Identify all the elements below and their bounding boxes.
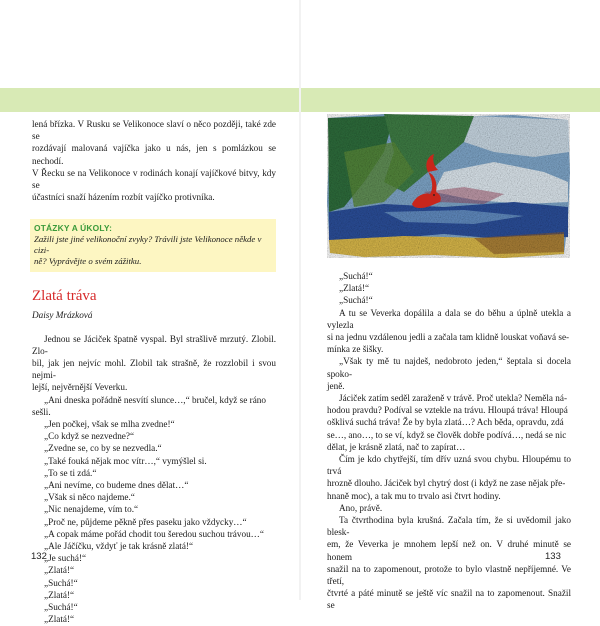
story-title: Zlatá tráva [32, 288, 97, 305]
paragraph-line: ošklivá suchá tráva! Že by byla zlatá…? Ach běda, opravdu, zdá [327, 417, 564, 428]
dialogue-line: „To se ti zdá.“ [44, 467, 97, 478]
dialogue-line: „Suchá!“ [339, 295, 373, 306]
book-gutter [299, 0, 301, 600]
right-paragraph [327, 355, 571, 392]
questions-text [34, 234, 270, 267]
right-paragraph [327, 502, 571, 514]
right-top-dialogue [327, 270, 571, 307]
right-paragraph [327, 453, 571, 502]
right-paragraph [327, 514, 571, 612]
paragraph-line: A tu se Veverka dopálila a dala se do běhu a úplně utekla a vylezla [327, 307, 571, 330]
intro-line: rozdávají malovaná vajíčka jako u nás, jen s pomlázkou se nechodí. [32, 143, 276, 166]
header-band-left [0, 88, 299, 112]
right-paragraph [327, 307, 571, 356]
dialogue-line: „Proč ne, půjdeme pěkně přes paseku jako vždycky…“ [44, 516, 247, 527]
dialogue-line: „Je suchá!“ [44, 553, 87, 564]
paragraph-line: si na jednu vzdálenou jedli a začala tam klidně louskat voňavá se- [327, 332, 570, 343]
dialogue-line: „Ale Jáčíčku, vždyť je tak krásně zlatá!“ [44, 541, 194, 552]
intro-text [32, 118, 276, 203]
paragraph-line: Ta čtvrthodina byla krušná. Začala tím, že si uvědomil jako blesk- [327, 515, 571, 538]
paragraph-line: dělat, je krásně zlatá, nač to zapírat… [327, 441, 466, 452]
paragraph-line: „Však ty mě tu najdeš, nedobroto jeden,“ šeptala si docela spoko- [327, 356, 571, 379]
paragraph-line: em, že Veverka je mnohem lepší než on. V druhé minutě se honem [327, 539, 571, 562]
paragraph-line: mínka ze šišky. [327, 344, 384, 355]
dialogue-line: „Suchá!“ [339, 271, 373, 281]
paragraph-line: se…, ano…, to se ví, když se člověk dobře podívá…, nedá se nic [327, 429, 567, 440]
paragraph-line: hrozně dlouho. Jáciček byl chytrý dost (i když ne zase nějak pře- [327, 478, 566, 489]
dialogue-line: „Zlatá!“ [339, 283, 370, 294]
paragraph-line: snažil na to zapomenout, protože to bylo vlastně nepříjemné. Ve třetí, [327, 563, 571, 587]
right-page [327, 118, 571, 612]
dialogue-line: „Suchá!“ [44, 602, 78, 613]
paragraph-line: lejší, nejvěrnější Veverku. [32, 382, 128, 393]
dialogue-line: „Suchá!“ [44, 577, 78, 588]
paragraph-line: Jáciček zatím seděl zaraženě v trávě. Proč utekla? Neměla ná- [339, 393, 568, 404]
story-paragraph-cont [32, 357, 276, 394]
dialogue-line: „Jen počkej, však se mlha zvedne!“ [44, 419, 175, 430]
intro-line: V Řecku se na Velikonoce v rodinách konají vajíčkové bitvy, kdy se [32, 167, 276, 191]
page-number-left: 132 [31, 551, 47, 562]
paragraph-line: Čím je kdo chytřejší, tím dřív uzná svou chybu. Hloupému to trvá [327, 454, 571, 477]
left-page [32, 118, 276, 626]
story-author: Daisy Mrázková [32, 310, 93, 321]
paragraph-line: jeně. [327, 380, 345, 391]
dialogue-line: „A copak máme pořád chodit tou šeredou suchou trávou…“ [44, 528, 264, 539]
dialogue-line: „Zvedne se, co by se nezvedla.“ [44, 443, 162, 454]
right-paragraph [327, 392, 571, 453]
story-paragraph [32, 333, 276, 357]
paragraph-line: hodou pravdu? Podíval se vztekle na trávu. Hloupá tráva! Hloupá [327, 405, 568, 416]
dialogue-line: „Ani dneska pořádně nesvítí slunce…,“ bručel, když se ráno sešli. [32, 394, 266, 417]
dialogue-line: „Zlatá!“ [44, 589, 75, 600]
dialogue-line: „Zlatá!“ [44, 614, 75, 625]
dialogue-line: „Nic nenajdeme, vím to.“ [44, 504, 139, 515]
header-band-right [301, 88, 600, 112]
intro-line: lená břízka. V Rusku se Velikonoce slaví o něco později, také zde se [32, 119, 276, 142]
dialogue-line: „Ani nevíme, co budeme dnes dělat…“ [44, 480, 189, 491]
dialogue [32, 394, 276, 626]
paragraph-line: čtvrté a páté minutě se ještě víc snažil na to zapomenout. Snažil se [327, 588, 571, 611]
paragraph-line: hnaně moc), a tak mu to trvalo asi čtvrt hodiny. [327, 490, 501, 501]
questions-box [30, 219, 276, 272]
dialogue-line: „Však si něco najdeme.“ [44, 492, 135, 503]
questions-title: OTÁZKY A ÚKOLY: [34, 223, 113, 234]
paragraph-line: Ano, právě. [339, 502, 383, 513]
dialogue-line: „Co když se nezvedne?“ [44, 431, 135, 442]
question-line: ně? Vyprávějte o svém zážitku. [34, 256, 142, 267]
page-number-right: 133 [545, 551, 561, 562]
intro-line: účastníci snaží házením rozbít vajíčko protivníka. [32, 192, 215, 203]
dialogue-line: „Také fouká nějak moc vítr…,“ vymýšlel si. [44, 455, 207, 466]
paragraph-line: bil, jak jen nejvíc mohl. Zlobil tak strašně, že rozzlobil i svou nejmi- [32, 358, 276, 381]
question-line: Zažili jste jiné velikonoční zvyky? Trávili jste Velikonoce někde v cizi- [34, 234, 262, 256]
paragraph-line: Jednou se Jáciček špatně vyspal. Byl strašlivě mrzutý. Zlobil. Zlo- [32, 333, 276, 356]
dialogue-line: „Zlatá!“ [44, 565, 75, 576]
